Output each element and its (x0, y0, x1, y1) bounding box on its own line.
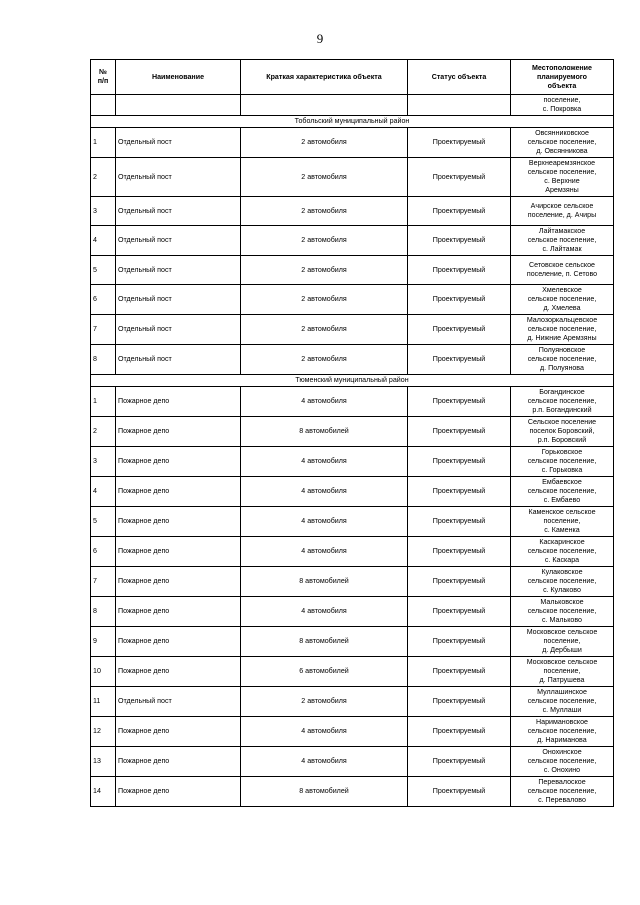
row-status: Проектируемый (408, 747, 511, 777)
row-location: Кулаковское сельское поселение, с. Кулаково (511, 567, 614, 597)
row-status: Проектируемый (408, 477, 511, 507)
row-description: 2 автомобиля (241, 197, 408, 226)
row-status: Проектируемый (408, 387, 511, 417)
row-number: 8 (91, 597, 116, 627)
row-name: Отдельный пост (116, 345, 241, 375)
row-description: 2 автомобиля (241, 128, 408, 158)
row-description: 4 автомобиля (241, 537, 408, 567)
row-description: 4 автомобиля (241, 507, 408, 537)
row-status: Проектируемый (408, 197, 511, 226)
row-number: 2 (91, 417, 116, 447)
row-location: Горьковское сельское поселение, с. Горьковка (511, 447, 614, 477)
table-row (91, 447, 614, 477)
row-number: 12 (91, 717, 116, 747)
row-name: Пожарное депо (116, 477, 241, 507)
row-description: 4 автомобиля (241, 477, 408, 507)
table-cell (241, 95, 408, 116)
continuation-location: поселение, с. Покровка (511, 95, 614, 116)
row-location: Богандинское сельское поселение, р.п. Богандинский (511, 387, 614, 417)
row-description: 2 автомобиля (241, 687, 408, 717)
row-number: 2 (91, 158, 116, 197)
row-number: 11 (91, 687, 116, 717)
row-name: Пожарное депо (116, 417, 241, 447)
row-location: Ембаевское сельское поселение, с. Ембаево (511, 477, 614, 507)
row-status: Проектируемый (408, 687, 511, 717)
table-header-row (91, 60, 614, 95)
row-location: Московское сельское поселение, д. Патрушева (511, 657, 614, 687)
row-location: Онохинское сельское поселение, с. Онохино (511, 747, 614, 777)
table-row (91, 777, 614, 807)
table-cell (408, 95, 511, 116)
row-location: Лайтамакское сельское поселение, с. Лайтамак (511, 226, 614, 256)
section-title: Тобольский муниципальный район (91, 116, 614, 128)
row-location: Полуяновское сельское поселение, д. Полуянова (511, 345, 614, 375)
section-row (91, 116, 614, 128)
row-status: Проектируемый (408, 657, 511, 687)
row-description: 4 автомобиля (241, 447, 408, 477)
row-description: 6 автомобилей (241, 657, 408, 687)
table-row (91, 315, 614, 345)
header-num-text: № п/п (97, 68, 109, 85)
row-location: Малозоркальцевское сельское поселение, д. Нижние Аремзяны (511, 315, 614, 345)
row-number: 1 (91, 387, 116, 417)
row-number: 7 (91, 315, 116, 345)
row-description: 8 автомобилей (241, 417, 408, 447)
row-description: 4 автомобиля (241, 387, 408, 417)
row-location: Хмелевское сельское поселение, д. Хмелева (511, 285, 614, 315)
row-name: Отдельный пост (116, 285, 241, 315)
row-location: Каскаринское сельское поселение, с. Каскара (511, 537, 614, 567)
row-number: 3 (91, 197, 116, 226)
row-status: Проектируемый (408, 507, 511, 537)
table-row (91, 197, 614, 226)
row-name: Отдельный пост (116, 687, 241, 717)
table-row (91, 507, 614, 537)
row-status: Проектируемый (408, 627, 511, 657)
row-location: Овсянниковское сельское поселение, д. Овсянникова (511, 128, 614, 158)
objects-table (90, 59, 614, 807)
row-name: Пожарное депо (116, 447, 241, 477)
row-number: 6 (91, 285, 116, 315)
row-number: 4 (91, 226, 116, 256)
row-location: Ачирское сельское поселение, д. Ачиры (511, 197, 614, 226)
row-number: 10 (91, 657, 116, 687)
row-description: 4 автомобиля (241, 717, 408, 747)
row-name: Пожарное депо (116, 747, 241, 777)
row-description: 2 автомобиля (241, 315, 408, 345)
row-status: Проектируемый (408, 226, 511, 256)
row-number: 5 (91, 507, 116, 537)
row-location: Сетовское сельское поселение, п. Сетово (511, 256, 614, 285)
table-row (91, 537, 614, 567)
row-status: Проектируемый (408, 345, 511, 375)
row-name: Отдельный пост (116, 158, 241, 197)
table-row (91, 158, 614, 197)
row-number: 3 (91, 447, 116, 477)
row-number: 4 (91, 477, 116, 507)
row-number: 5 (91, 256, 116, 285)
table-row (91, 477, 614, 507)
row-name: Пожарное депо (116, 597, 241, 627)
row-description: 2 автомобиля (241, 226, 408, 256)
table-row (91, 717, 614, 747)
row-name: Отдельный пост (116, 226, 241, 256)
row-status: Проектируемый (408, 567, 511, 597)
table-row (91, 567, 614, 597)
row-description: 2 автомобиля (241, 345, 408, 375)
row-number: 8 (91, 345, 116, 375)
header-num (91, 60, 116, 95)
row-location: Московское сельское поселение, д. Дербыши (511, 627, 614, 657)
row-name: Пожарное депо (116, 507, 241, 537)
row-location: Сельское поселение поселок Боровский, р.п. Боровский (511, 417, 614, 447)
row-status: Проектируемый (408, 777, 511, 807)
table-row (91, 226, 614, 256)
row-name: Пожарное депо (116, 657, 241, 687)
row-name: Пожарное депо (116, 567, 241, 597)
row-status: Проектируемый (408, 285, 511, 315)
section-title: Тюменский муниципальный район (91, 375, 614, 387)
row-number: 7 (91, 567, 116, 597)
table-row (91, 747, 614, 777)
header-status: Статус объекта (408, 60, 511, 95)
row-name: Пожарное депо (116, 537, 241, 567)
row-status: Проектируемый (408, 158, 511, 197)
continuation-row (91, 95, 614, 116)
row-status: Проектируемый (408, 447, 511, 477)
header-name: Наименование (116, 60, 241, 95)
table-row (91, 387, 614, 417)
row-description: 4 автомобиля (241, 597, 408, 627)
table-row (91, 417, 614, 447)
row-name: Пожарное депо (116, 627, 241, 657)
row-name: Пожарное депо (116, 777, 241, 807)
row-status: Проектируемый (408, 597, 511, 627)
row-description: 2 автомобиля (241, 158, 408, 197)
row-name: Отдельный пост (116, 315, 241, 345)
page-number: 9 (316, 31, 324, 46)
section-row (91, 375, 614, 387)
row-location: Перевалоское сельское поселение, с. Перевалово (511, 777, 614, 807)
header-location-text: Местоположение планируемого объекта (532, 63, 592, 90)
row-name: Отдельный пост (116, 128, 241, 158)
row-description: 4 автомобиля (241, 747, 408, 777)
table-row (91, 128, 614, 158)
row-number: 1 (91, 128, 116, 158)
table-row (91, 256, 614, 285)
header-location (511, 60, 614, 95)
row-status: Проектируемый (408, 256, 511, 285)
table-row (91, 285, 614, 315)
row-name: Пожарное депо (116, 387, 241, 417)
row-description: 8 автомобилей (241, 567, 408, 597)
row-number: 14 (91, 777, 116, 807)
row-number: 6 (91, 537, 116, 567)
row-description: 8 автомобилей (241, 627, 408, 657)
table-row (91, 657, 614, 687)
row-location: Мальковское сельское поселение, с. Мальково (511, 597, 614, 627)
row-status: Проектируемый (408, 537, 511, 567)
header-description: Краткая характеристика объекта (241, 60, 408, 95)
row-location: Верхнеаремзянское сельское поселение, с. Верхние Аремзяны (511, 158, 614, 197)
table-row (91, 345, 614, 375)
row-description: 2 автомобиля (241, 256, 408, 285)
table-body (91, 95, 614, 807)
table-row (91, 627, 614, 657)
row-description: 8 автомобилей (241, 777, 408, 807)
row-location: Каменское сельское поселение, с. Каменка (511, 507, 614, 537)
row-location: Муллашинское сельское поселение, с. Муллаши (511, 687, 614, 717)
table-cell (91, 95, 116, 116)
row-name: Отдельный пост (116, 256, 241, 285)
table-row (91, 597, 614, 627)
table-cell (116, 95, 241, 116)
row-number: 9 (91, 627, 116, 657)
row-status: Проектируемый (408, 717, 511, 747)
row-location: Наримановское сельское поселение, д. Нариманова (511, 717, 614, 747)
row-description: 2 автомобиля (241, 285, 408, 315)
row-number: 13 (91, 747, 116, 777)
row-name: Отдельный пост (116, 197, 241, 226)
row-status: Проектируемый (408, 315, 511, 345)
row-status: Проектируемый (408, 417, 511, 447)
table-row (91, 687, 614, 717)
row-status: Проектируемый (408, 128, 511, 158)
row-name: Пожарное депо (116, 717, 241, 747)
